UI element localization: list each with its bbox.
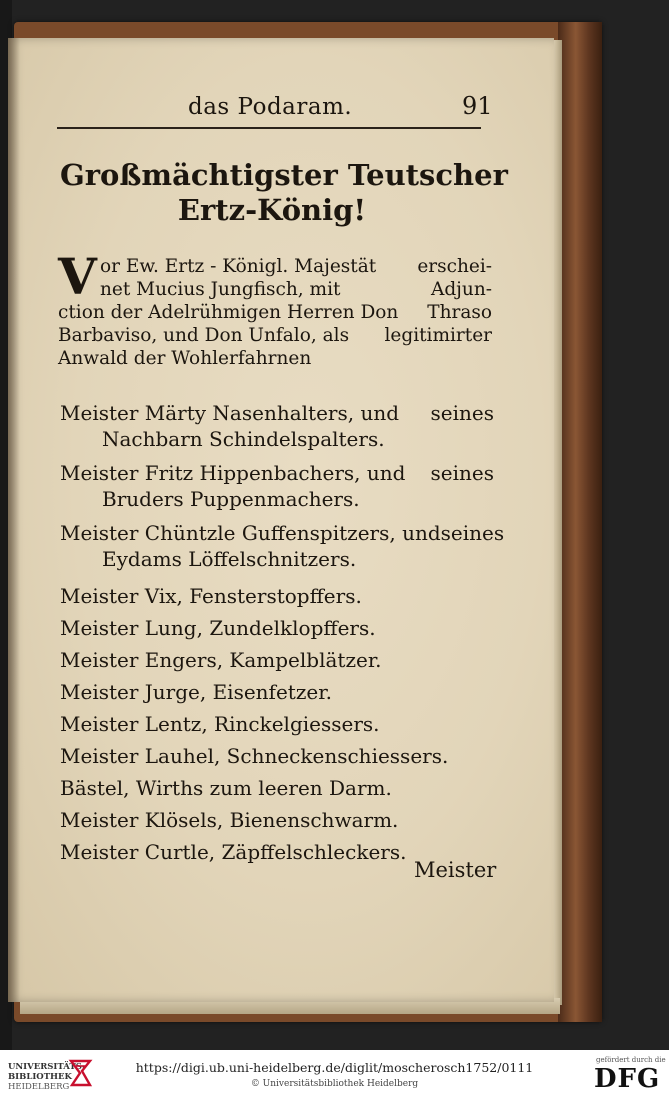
intro-paragraph: [58, 301, 492, 370]
running-head: das Podaram.: [188, 94, 353, 120]
intro-text: legitimirter: [384, 325, 492, 346]
intro-text: Barbaviso, und Don Unfalo, als: [58, 325, 350, 346]
list-item: [60, 400, 494, 452]
entry-text: seines: [440, 521, 505, 545]
list-item: Meister Lentz, Rinckelgiessers.: [60, 712, 380, 736]
list-item: Meister Lauhel, Schneckenschiessers.: [60, 744, 449, 768]
library-city: HEIDELBERG: [8, 1082, 70, 1092]
book-cover-edge: [558, 22, 602, 1022]
heading-line: Großmächtigster Teutscher: [60, 158, 508, 192]
copyright-notice: © Universitätsbibliothek Heidelberg: [250, 1079, 419, 1089]
list-item: Meister Vix, Fensterstopffers.: [60, 584, 362, 608]
entry-text: seines: [430, 461, 494, 485]
drop-cap: V: [58, 247, 97, 306]
intro-paragraph-top: [100, 255, 492, 301]
entry-text: Meister Märty Nasenhalters, und: [60, 401, 400, 425]
intro-text: net Mucius Jungfisch, mit: [100, 279, 341, 300]
entry-list: [60, 400, 505, 868]
intro-text: Thraso: [427, 302, 492, 323]
page-number: 91: [462, 92, 493, 120]
list-item: Bästel, Wirths zum leeren Darm.: [60, 776, 392, 800]
entry-text: Bruders Puppenmachers.: [102, 487, 360, 511]
heading-line: Ertz-König!: [177, 193, 367, 227]
list-item: Meister Lung, Zundelklopffers.: [60, 616, 376, 640]
permalink-url[interactable]: https://digi.ub.uni-heidelberg.de/diglit/moscherosch1752/0111: [135, 1060, 534, 1075]
list-item: Meister Engers, Kampelblätzer.: [60, 648, 382, 672]
library-name-line: UNIVERSITÄTS-: [8, 1062, 86, 1072]
dfg-logo-icon[interactable]: DFG: [594, 1064, 661, 1094]
list-item: [60, 460, 494, 512]
intro-line: [100, 278, 492, 301]
library-name-line: BIBLIOTHEK: [8, 1072, 72, 1082]
list-item: Meister Jurge, Eisenfetzer.: [60, 680, 332, 704]
page-heading: [60, 158, 508, 228]
intro-text: Adjun-: [430, 279, 492, 300]
entry-text: Eydams Löffelschnitzers.: [102, 547, 357, 571]
funded-by-label: gefördert durch die: [596, 1056, 666, 1064]
entry-text: Meister Fritz Hippenbachers, und: [60, 461, 406, 485]
intro-line: [58, 301, 492, 324]
intro-text: erschei-: [417, 256, 492, 277]
list-item: Meister Curtle, Zäpffelschleckers.: [60, 840, 407, 864]
entry-text: Meister Chüntzle Guffenspitzers, und: [60, 521, 441, 545]
list-item: [60, 520, 505, 572]
intro-line: [100, 255, 492, 278]
header-rule: [57, 127, 481, 129]
intro-text: or Ew. Ertz - Königl. Majestät: [100, 256, 377, 277]
entry-text: Nachbarn Schindelspalters.: [102, 427, 385, 451]
entry-text: seines: [430, 401, 494, 425]
intro-text: ction der Adelrühmigen Herren Don: [58, 302, 399, 323]
intro-line: [58, 324, 492, 347]
list-item: Meister Klösels, Bienenschwarm.: [60, 808, 399, 832]
intro-line: Anwald der Wohlerfahrnen: [58, 348, 312, 369]
gutter-shadow: [8, 38, 20, 1002]
catchword: Meister: [414, 858, 497, 882]
